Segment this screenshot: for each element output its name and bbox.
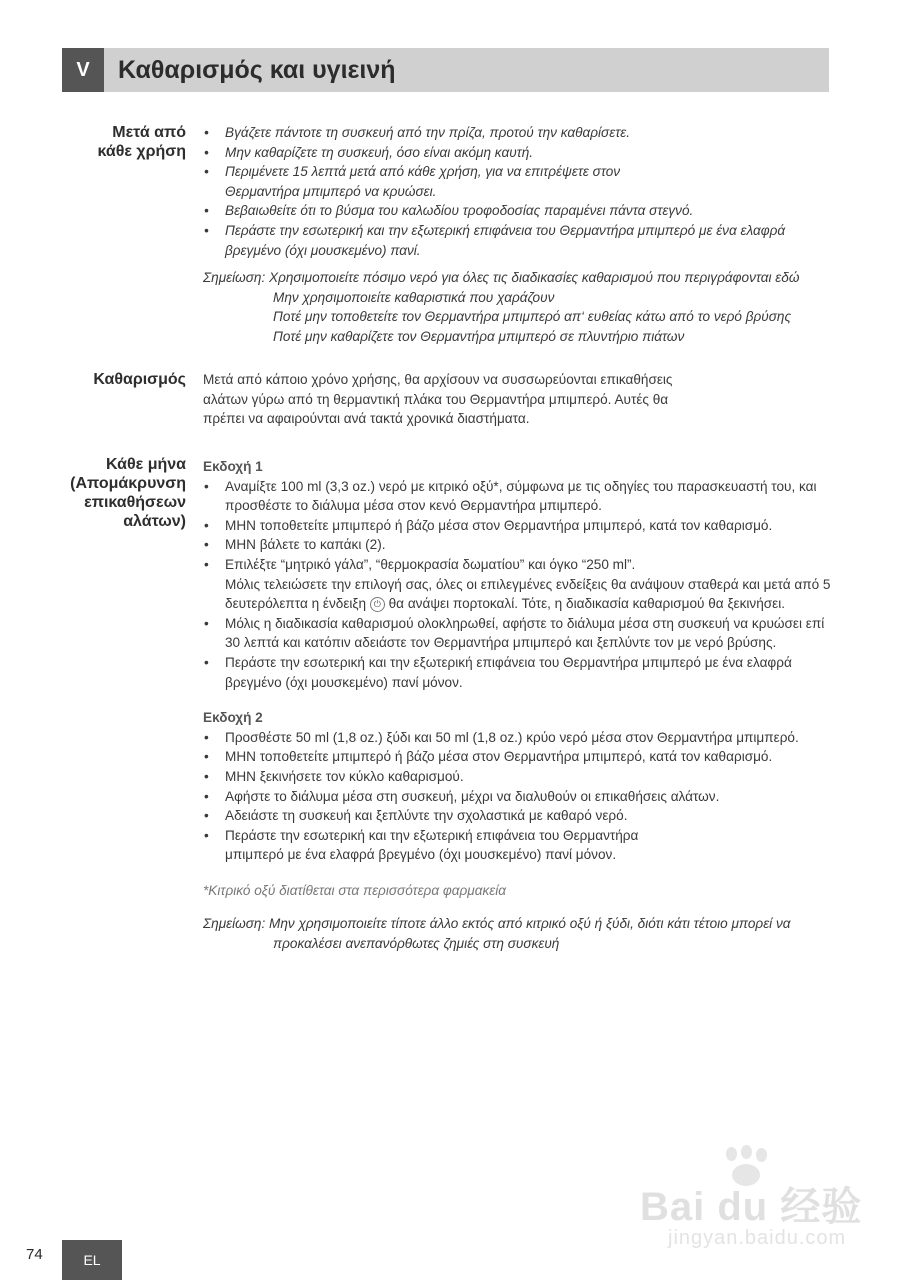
monthly-block (203, 457, 833, 954)
watermark-brand: Bai du 经验 (640, 1185, 863, 1229)
list-item: • ΜΗΝ βάλετε το καπάκι (2). (203, 535, 833, 555)
citric-acid-footnote: *Κιτρικό οξύ διατίθεται στα περισσότερα φαρμακεία (203, 882, 507, 898)
power-icon: ⏻ (370, 597, 385, 612)
after-use-label: Μετά από κάθε χρήση (97, 124, 186, 160)
after-use-note: Σημείωση: Χρησιμοποιείτε πόσιμο νερό για όλες τις διαδικασίες καθαρισμού που περιγράφονται εδώ Μην χρησιμοποιείτε καθαριστικά που χαράζουν Ποτέ μην τοποθετείτε τον Θερμαντήρα μπιμπερό απ‘ ευθείας κάτω από το νερό βρύσης Ποτέ μην καθαρίζετε τον Θερμαντήρα μπιμπερό σε πλυντήριο πιάτων (203, 270, 800, 344)
version1-title: Εκδοχή 1 (203, 459, 263, 474)
monthly-note: Σημείωση: Μην χρησιμοποιείτε τίποτε άλλο εκτός από κιτρικό οξύ ή ξύδι, διότι κάτι τέτοιο μπορεί να προκαλέσει ανεπανόρθωτες ζημιές στη συσκευή (203, 916, 791, 952)
list-item: • Περιμένετε 15 λεπτά μετά από κάθε χρήση, για να επιτρέψετε στον Θερμαντήρα μπιμπερό να κρυώσει. (203, 162, 833, 201)
list-item: • ΜΗΝ τοποθετείτε μπιμπερό ή βάζο μέσα στον Θερμαντήρα μπιμπερό, κατά τον καθαρισμό. (203, 516, 833, 536)
monthly-label: Κάθε μήνα (Απομάκρυνση επικαθήσεων αλάτων) (70, 456, 186, 530)
section-title: Καθαρισμός και υγιεινή (118, 56, 396, 84)
list-item: • Αφήστε το διάλυμα μέσα στη συσκευή, μέχρι να διαλυθούν οι επικαθήσεις αλάτων. (203, 787, 833, 807)
list-item: • Βγάζετε πάντοτε τη συσκευή από την πρίζα, προτού την καθαρίσετε. (203, 123, 833, 143)
list-item: • Περάστε την εσωτερική και την εξωτερική επιφάνεια του Θερμαντήρα μπιμπερό με ένα ελαφρά βρεγμένο (όχι μουσκεμένο) πανί μόνον. (203, 826, 833, 865)
cleaning-text: Μετά από κάποιο χρόνο χρήσης, θα αρχίσουν να συσσωρεύονται επικαθήσεις αλάτων γύρω από τη θερμαντική πλάκα του Θερμαντήρα μπιμπερό. Αυτές θα πρέπει να αφαιρούνται ανά τακτά χρονικά διαστήματα. (203, 372, 673, 427)
list-item: • Αναμίξτε 100 ml (3,3 oz.) νερό με κιτρικό οξύ*, σύμφωνα με τις οδηγίες του παρασκευαστή του, και προσθέστε το διάλυμα μέσα στον κενό Θερμαντήρα μπιμπερό. (203, 477, 833, 516)
list-item: • Προσθέστε 50 ml (1,8 oz.) ξύδι και 50 ml (1,8 oz.) κρύο νερό μέσα στον Θερμαντήρα μπιμπερό. (203, 728, 833, 748)
list-item: • Αδειάστε τη συσκευή και ξεπλύντε την σχολαστικά με καθαρό νερό. (203, 806, 833, 826)
language-tab: EL (62, 1240, 122, 1280)
page-number: 74 (26, 1246, 43, 1263)
baidu-watermark (640, 1145, 863, 1260)
section-header (62, 48, 829, 92)
cleaning-label: Καθαρισμός (93, 371, 186, 388)
section-badge: V (62, 48, 104, 92)
after-use-bullets (203, 123, 833, 260)
list-item: • ΜΗΝ τοποθετείτε μπιμπερό ή βάζο μέσα στον Θερμαντήρα μπιμπερό, κατά τον καθαρισμό. (203, 747, 833, 767)
list-item: • Βεβαιωθείτε ότι το βύσμα του καλωδίου τροφοδοσίας παραμένει πάντα στεγνό. (203, 201, 833, 221)
version2-title: Εκδοχή 2 (203, 710, 263, 726)
after-use-block (203, 123, 833, 347)
list-item: • Περάστε την εσωτερική και την εξωτερική επιφάνεια του Θερμαντήρα μπιμπερό με ένα ελαφρά βρεγμένο (όχι μουσκεμένο) πανί μόνον. (203, 653, 833, 692)
list-item: • Μην καθαρίζετε τη συσκευή, όσο είναι ακόμη καυτή. (203, 143, 833, 163)
list-item: • Μόλις η διαδικασία καθαρισμού ολοκληρωθεί, αφήστε το διάλυμα μέσα στη συσκευή να κρυώσει επί 30 λεπτά και κατόπιν αδειάστε τον Θερμαντήρα μπιμπερό και ξεπλύντε τον με νερό βρύσης. (203, 614, 833, 653)
version2-bullets (203, 728, 833, 865)
list-item: • ΜΗΝ ξεκινήσετε τον κύκλο καθαρισμού. (203, 767, 833, 787)
list-item: • Περάστε την εσωτερική και την εξωτερική επιφάνεια του Θερμαντήρα μπιμπερό με ένα ελαφρά βρεγμένο (όχι μουσκεμένο) πανί. (203, 221, 833, 260)
version1-bullets (203, 477, 833, 693)
list-item: • Επιλέξτε “μητρικό γάλα”, “θερμοκρασία δωματίου” και όγκο “250 ml”. Μόλις τελειώσετε την επιλογή σας, όλες οι επιλεγμένες ενδείξεις θα ανάψουν σταθερά και μετά από 5 δευτερόλεπτα η ένδειξη ⏻ θα ανάψει πορτοκαλί. Τότε, η διαδικασία καθαρισμού θα ξεκινήσει. (203, 555, 833, 614)
watermark-url: jingyan.baidu.com (668, 1227, 847, 1249)
